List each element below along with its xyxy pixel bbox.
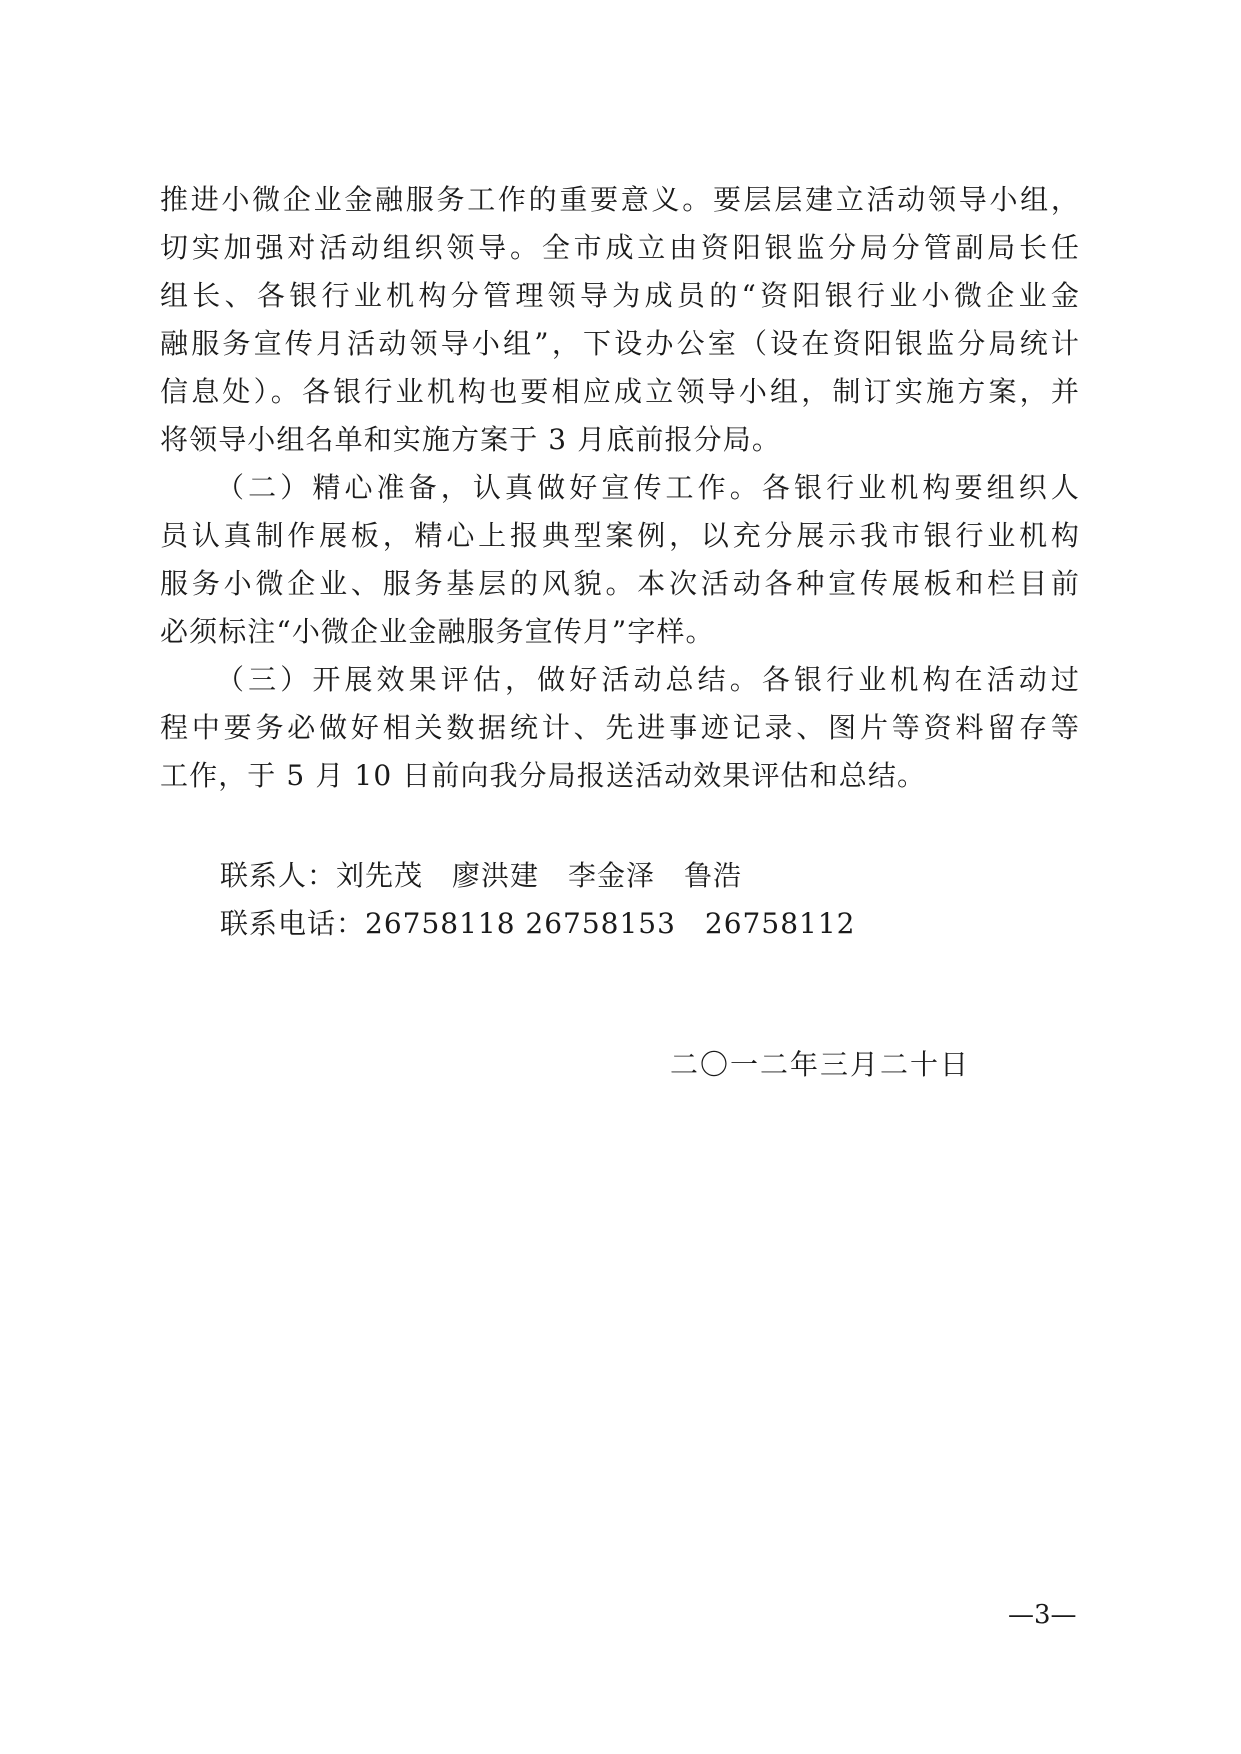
section-three-heading-line: （三）开展效果评估，做好活动总结。各银行业机构在活动过	[216, 663, 1080, 696]
body-line-12: 程中要务必做好相关数据统计、先进事迹记录、图片等资料留存等	[160, 711, 1080, 744]
body-line-3: 组长、各银行业机构分管理领导为成员的“资阳银行业小微企业金	[160, 279, 1080, 312]
body-line-4: 融服务宣传月活动领导小组”，下设办公室（设在资阳银监分局统计	[160, 327, 1080, 360]
body-line-6: 将领导小组名单和实施方案于 3 月底前报分局。	[160, 423, 781, 456]
body-line-10: 必须标注“小微企业金融服务宣传月”字样。	[160, 615, 715, 648]
body-line-2: 切实加强对活动组织领导。全市成立由资阳银监分局分管副局长任	[160, 231, 1080, 264]
page-number: —3—	[1008, 1600, 1077, 1630]
body-line-13: 工作，于 5 月 10 日前向我分局报送活动效果评估和总结。	[160, 759, 927, 792]
document-date: 二〇一二年三月二十日	[670, 1048, 971, 1081]
body-line-8: 员认真制作展板，精心上报典型案例，以充分展示我市银行业机构	[160, 519, 1080, 552]
contact-phone: 联系电话：26758118 26758153 26758112	[220, 907, 856, 940]
section-two-heading-line: （二）精心准备，认真做好宣传工作。各银行业机构要组织人	[216, 471, 1080, 504]
contact-people: 联系人：刘先茂 廖洪建 李金泽 鲁浩	[220, 859, 743, 892]
body-line-5: 信息处）。各银行业机构也要相应成立领导小组，制订实施方案，并	[160, 375, 1080, 408]
body-line-9: 服务小微企业、服务基层的风貌。本次活动各种宣传展板和栏目前	[160, 567, 1080, 600]
body-line-1: 推进小微企业金融服务工作的重要意义。要层层建立活动领导小组，	[160, 183, 1080, 216]
